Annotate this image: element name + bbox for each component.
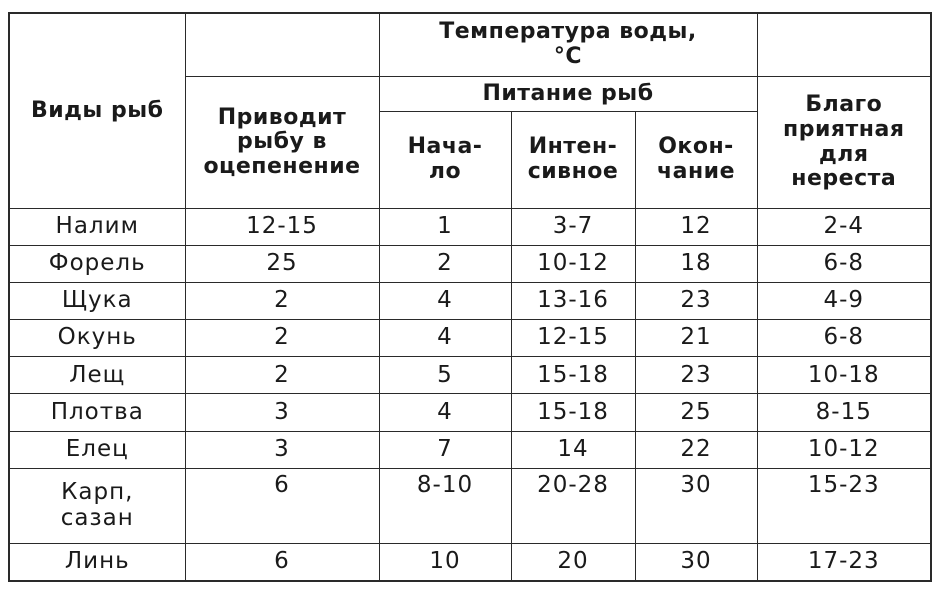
cell-feeding-start: 4	[379, 394, 511, 431]
cell-feeding-end: 22	[635, 431, 757, 468]
header-line: Благо	[805, 92, 883, 118]
header-feeding-start	[379, 112, 511, 209]
cell-feeding-end: 25	[635, 394, 757, 431]
cell-species: Елец	[9, 431, 185, 468]
header-line: ло	[428, 159, 462, 184]
table-row	[9, 246, 931, 283]
table-row	[9, 357, 931, 394]
table-row	[9, 283, 931, 320]
cell-feeding-start: 4	[379, 283, 511, 320]
header-feeding: Питание рыб	[379, 77, 757, 112]
header-species: Виды рыб	[9, 13, 185, 209]
header-empty-top	[185, 13, 379, 77]
header-line: Окон-	[658, 134, 734, 160]
cell-spawning: 6-8	[757, 246, 931, 283]
cell-species-line: Карп,	[61, 479, 134, 505]
cell-feeding-intense: 20	[511, 543, 635, 581]
cell-spawning: 2-4	[757, 209, 931, 246]
cell-feeding-start: 10	[379, 543, 511, 581]
cell-species: Линь	[9, 543, 185, 581]
cell-species: Налим	[9, 209, 185, 246]
cell-feeding-start: 7	[379, 431, 511, 468]
cell-feeding-intense: 20-28	[511, 468, 635, 543]
cell-stupor: 6	[185, 468, 379, 543]
cell-spawning: 8-15	[757, 394, 931, 431]
cell-feeding-end: 23	[635, 357, 757, 394]
cell-stupor: 3	[185, 431, 379, 468]
cell-stupor: 3	[185, 394, 379, 431]
cell-feeding-intense: 15-18	[511, 394, 635, 431]
cell-feeding-end: 23	[635, 283, 757, 320]
cell-species-line: сазан	[60, 504, 134, 531]
table-row	[9, 431, 931, 468]
table-row	[9, 394, 931, 431]
cell-spawning: 6-8	[757, 320, 931, 357]
header-line: рыбу в	[237, 129, 327, 155]
cell-spawning: 10-12	[757, 431, 931, 468]
cell-feeding-end: 18	[635, 246, 757, 283]
cell-feeding-end: 30	[635, 543, 757, 581]
header-water-temp	[379, 13, 757, 77]
cell-feeding-start: 1	[379, 209, 511, 246]
header-line: приятная	[783, 116, 905, 142]
header-feeding-intense	[511, 112, 635, 209]
cell-stupor: 6	[185, 543, 379, 581]
cell-species: Форель	[9, 246, 185, 283]
cell-feeding-intense: 12-15	[511, 320, 635, 357]
header-line: сивное	[527, 159, 619, 184]
header-line: чание	[657, 159, 735, 184]
cell-feeding-intense: 14	[511, 431, 635, 468]
cell-feeding-start: 5	[379, 357, 511, 394]
table-row	[9, 209, 931, 246]
fish-temperature-table	[8, 12, 932, 582]
header-spawning	[757, 77, 931, 209]
header-line: Интен-	[528, 134, 618, 160]
cell-feeding-start: 4	[379, 320, 511, 357]
header-line: Нача-	[407, 134, 483, 160]
cell-stupor: 25	[185, 246, 379, 283]
cell-species	[9, 468, 185, 543]
cell-stupor: 12-15	[185, 209, 379, 246]
cell-spawning: 15-23	[757, 468, 931, 543]
cell-stupor: 2	[185, 357, 379, 394]
cell-feeding-intense: 13-16	[511, 283, 635, 320]
header-line: для	[819, 141, 869, 167]
cell-species: Щука	[9, 283, 185, 320]
header-line: оцепенение	[203, 153, 361, 179]
cell-feeding-end: 30	[635, 468, 757, 543]
cell-feeding-intense: 15-18	[511, 357, 635, 394]
header-empty-top-right	[757, 13, 931, 77]
cell-feeding-start: 2	[379, 246, 511, 283]
cell-species: Окунь	[9, 320, 185, 357]
cell-stupor: 2	[185, 283, 379, 320]
cell-stupor: 2	[185, 320, 379, 357]
cell-feeding-intense: 3-7	[511, 209, 635, 246]
cell-feeding-end: 21	[635, 320, 757, 357]
cell-spawning: 17-23	[757, 543, 931, 581]
cell-feeding-start: 8-10	[379, 468, 511, 543]
table-row	[9, 468, 931, 543]
table-row	[9, 543, 931, 581]
header-line: Приводит	[217, 104, 347, 130]
cell-feeding-end: 12	[635, 209, 757, 246]
header-water-temp-unit: °С	[553, 44, 583, 69]
table-row	[9, 320, 931, 357]
cell-species: Плотва	[9, 394, 185, 431]
cell-spawning: 10-18	[757, 357, 931, 394]
cell-feeding-intense: 10-12	[511, 246, 635, 283]
header-line: нереста	[791, 166, 897, 192]
header-stupor	[185, 77, 379, 209]
header-water-temp-label: Температура воды,	[439, 19, 697, 45]
cell-spawning: 4-9	[757, 283, 931, 320]
header-feeding-end	[635, 112, 757, 209]
cell-species: Лещ	[9, 357, 185, 394]
